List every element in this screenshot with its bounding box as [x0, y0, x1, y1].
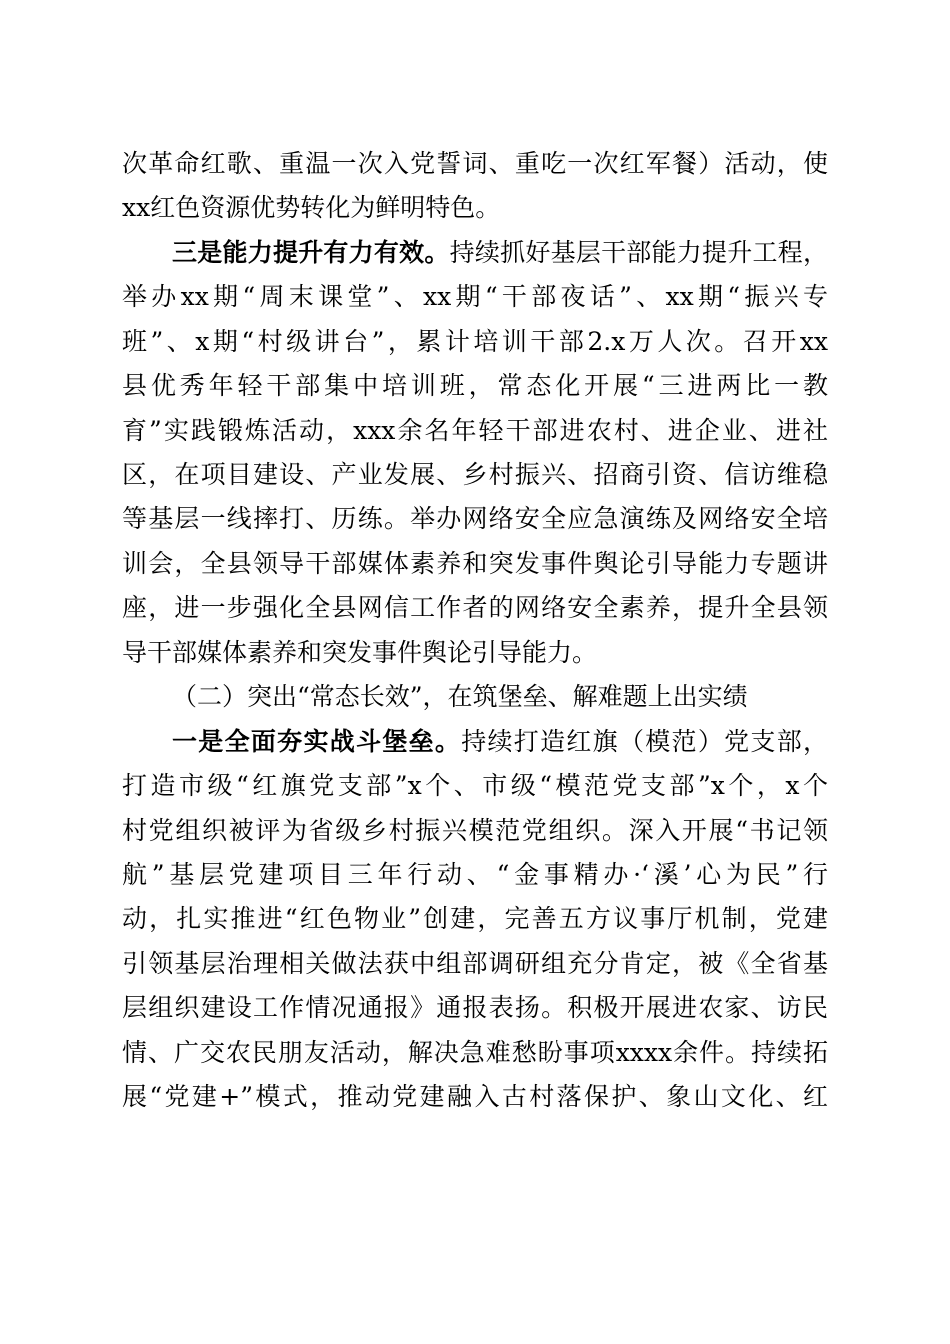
body-text-line: 举办xx期“周末课堂”、xx期“干部夜话”、xx期“振兴专 — [122, 282, 828, 311]
body-text-line: 班”、x期“村级讲台”，累计培训干部2.x万人次。召开xx — [122, 327, 828, 356]
paragraph-lead-bold: 三是能力提升有力有效。 — [172, 238, 450, 267]
body-text-line: 次革命红歌、重温一次入党誓词、重吃一次红军餐）活动，使 — [122, 149, 828, 178]
body-text-line: 导干部媒体素养和突发事件舆论引导能力。 — [122, 638, 598, 667]
body-text-line: 区，在项目建设、产业发展、乡村振兴、招商引资、信访维稳 — [122, 460, 828, 489]
body-text-line: 情、广交农民朋友活动，解决急难愁盼事项xxxx余件。持续拓 — [122, 1038, 828, 1067]
body-text-line: 动，扎实推进“红色物业”创建，完善五方议事厅机制，党建 — [122, 904, 828, 933]
body-text-line: 座，进一步强化全县网信工作者的网络安全素养，提升全县领 — [122, 593, 828, 622]
body-text-line: 训会，全县领导干部媒体素养和突发事件舆论引导能力专题讲 — [122, 549, 828, 578]
body-text-line: 等基层一线摔打、历练。举办网络安全应急演练及网络安全培 — [122, 504, 828, 533]
paragraph-lead-rest: 持续抓好基层干部能力提升工程， — [449, 238, 828, 267]
body-text-line: 展“党建+”模式，推动党建融入古村落保护、象山文化、红 — [122, 1082, 828, 1111]
body-text-line: 县优秀年轻干部集中培训班，常态化开展“三进两比一教 — [122, 371, 828, 400]
body-text-line: 层组织建设工作情况通报》通报表扬。积极开展进农家、访民 — [122, 993, 828, 1022]
body-text-line: 村党组织被评为省级乡村振兴模范党组织。深入开展“书记领 — [122, 816, 828, 845]
section-heading: （二）突出“常态长效”，在筑堡垒、解难题上出实绩 — [172, 682, 748, 711]
body-text-line: 打造市级“红旗党支部”x个、市级“模范党支部”x个，x个 — [122, 771, 828, 800]
body-text-line: 航”基层党建项目三年行动、“金事精办·‘溪’心为民”行 — [122, 860, 828, 889]
body-text-line: 引领基层治理相关做法获中组部调研组充分肯定，被《全省基 — [122, 949, 828, 978]
paragraph-lead-rest: 持续打造红旗（模范）党支部， — [461, 727, 828, 756]
paragraph-lead-bold: 一是全面夯实战斗堡垒。 — [172, 727, 462, 756]
body-text-line: xx红色资源优势转化为鲜明特色。 — [122, 193, 501, 222]
body-text-line: 育”实践锻炼活动，xxx余名年轻干部进农村、进企业、进社 — [122, 416, 828, 445]
paragraph-start-line — [172, 725, 828, 758]
paragraph-start-line — [172, 236, 828, 269]
